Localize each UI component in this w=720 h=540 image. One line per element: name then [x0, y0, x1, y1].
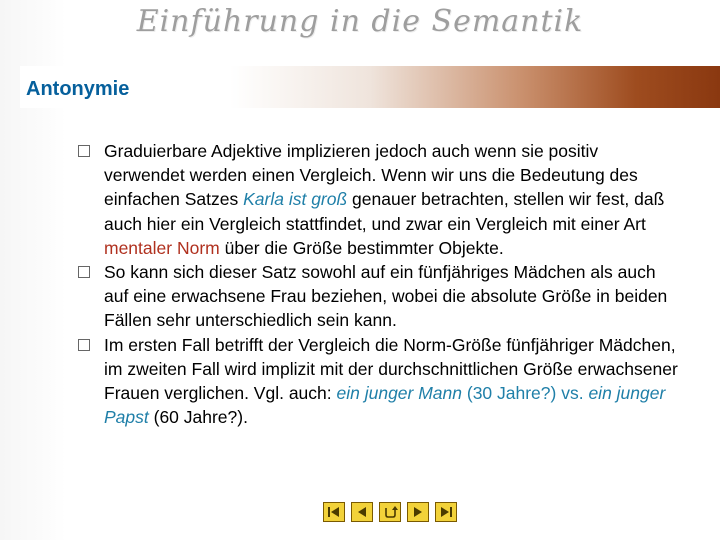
bullet-item [78, 139, 678, 260]
next-slide-button[interactable] [407, 502, 429, 522]
bullet-text: (60 Jahre?). [148, 407, 248, 428]
checkbox-bullet-icon [78, 339, 90, 351]
key-term: mentaler Norm [104, 237, 220, 258]
header-title: Einführung in die Semantik [136, 4, 584, 39]
slide-navigation [323, 502, 457, 522]
bullet-text: Graduierbare Adjektive implizieren jedoch auch wenn sie positiv verwendet werden einen Vergleich. Wenn wir uns die Bedeutung des einfachen Satzes [104, 141, 638, 210]
previous-slide-button[interactable] [351, 502, 373, 522]
first-icon [326, 505, 342, 519]
example-sentence: Karla ist groß [243, 189, 348, 210]
bullet-item [78, 333, 678, 430]
bullet-text: über die Größe bestimmter Objekte. [219, 237, 504, 258]
last-slide-button[interactable] [435, 502, 457, 522]
example-phrase: ein junger Mann [336, 383, 462, 404]
checkbox-bullet-icon [78, 266, 90, 278]
return-icon [382, 505, 398, 519]
bullet-text: Im ersten Fall betrifft der Vergleich die Norm-Größe fünfjähriger Mädchen, im zweiten Fall wird implizit mit der durchschnittlichen Größe erwachsener Frauen verglichen. Vgl. auch: [104, 334, 678, 404]
bullet-text: So kann sich dieser Satz sowohl auf ein fünfjähriges Mädchen als auch auf eine erwachsene Frau beziehen, wobei die absolute Größe in beiden Fällen sehr unterschiedlich sein kann. [104, 262, 668, 331]
last-icon [438, 505, 454, 519]
first-slide-button[interactable] [323, 502, 345, 522]
bullet-list [78, 139, 678, 429]
bullet-item [78, 260, 678, 333]
slide-title: Antonymie [26, 78, 130, 100]
example-phrase: ein junger Papst [104, 383, 666, 428]
next-icon [410, 505, 426, 519]
bullet-text: genauer betrachten, stellen wir fest, daß auch hier ein Vergleich stattfindet, und zwar ein Vergleich mit einer Art [104, 189, 665, 234]
previous-icon [354, 505, 370, 519]
return-button[interactable] [379, 502, 401, 522]
checkbox-bullet-icon [78, 145, 90, 157]
bullet-text: (30 Jahre?) vs. [462, 383, 589, 404]
